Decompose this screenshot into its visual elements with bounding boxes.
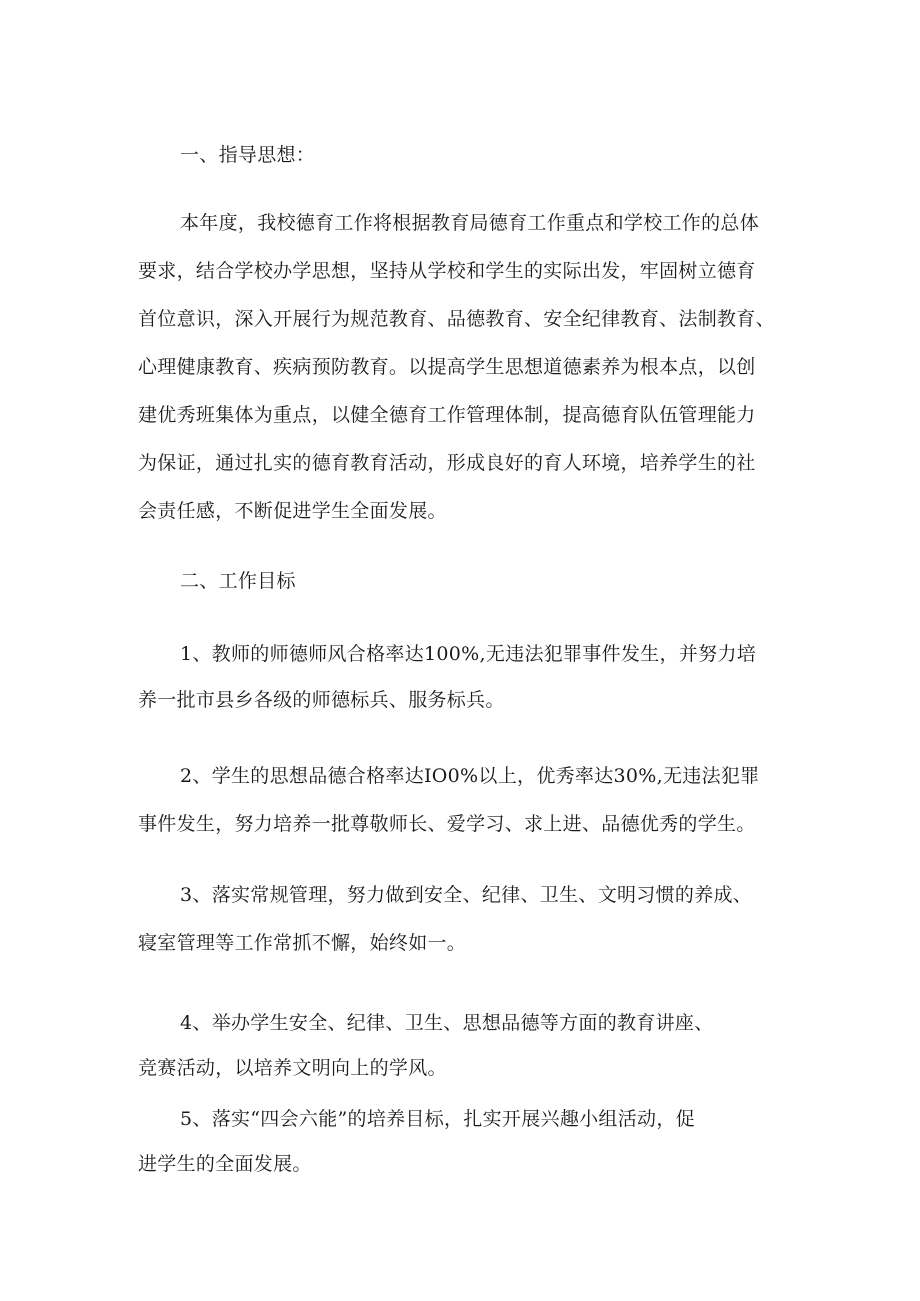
goal-item-line: 进学生的全面发展。 (138, 1153, 312, 1175)
goal-item-line: 3、落实常规管理，努力做到安全、纪律、卫生、文明习惯的养成、 (180, 884, 753, 906)
goal-item-line: 4、举办学生安全、纪律、卫生、思想品德等方面的教育讲座、 (180, 1012, 714, 1034)
paragraph-line: 心理健康教育、疾病预防教育。以提高学生思想道德素养为根本点，以创 (138, 356, 756, 378)
goal-item-line: 2、学生的思想品德合格率达IO0%以上，优秀率达30%,无违法犯罪 (180, 765, 760, 787)
paragraph-line: 要求，结合学校办学思想，坚持从学校和学生的实际出发，牢固树立德育 (138, 260, 756, 282)
section-heading-guiding-ideology: 一、指导思想： (180, 144, 316, 166)
goal-item-line: 1、教师的师德师风合格率达100%,无违法犯罪事件发生，并努力培 (180, 643, 757, 665)
paragraph-line: 本年度，我校德育工作将根据教育局德育工作重点和学校工作的总体 (180, 212, 760, 234)
paragraph-line: 会责任感，不断促进学生全面发展。 (138, 500, 447, 522)
goal-item-line: 5、落实“四会六能”的培养目标，扎实开展兴趣小组活动，促 (180, 1108, 695, 1130)
section-heading-work-goals: 二、工作目标 (180, 570, 296, 592)
goal-item-line: 寝室管理等工作常抓不懈，始终如一。 (138, 932, 467, 954)
paragraph-line: 首位意识，深入开展行为规范教育、品德教育、安全纪律教育、法制教育、 (138, 308, 775, 330)
paragraph-line: 为保证，通过扎实的德育教育活动，形成良好的育人环境，培养学生的社 (138, 452, 756, 474)
goal-item-line: 竞赛活动，以培养文明向上的学风。 (138, 1057, 447, 1079)
goal-item-line: 养一批市县乡各级的师德标兵、服务标兵。 (138, 689, 505, 711)
paragraph-line: 建优秀班集体为重点，以健全德育工作管理体制，提高德育队伍管理能力 (138, 404, 756, 426)
goal-item-line: 事件发生，努力培养一批尊敬师长、爱学习、求上进、品德优秀的学生。 (138, 813, 756, 835)
